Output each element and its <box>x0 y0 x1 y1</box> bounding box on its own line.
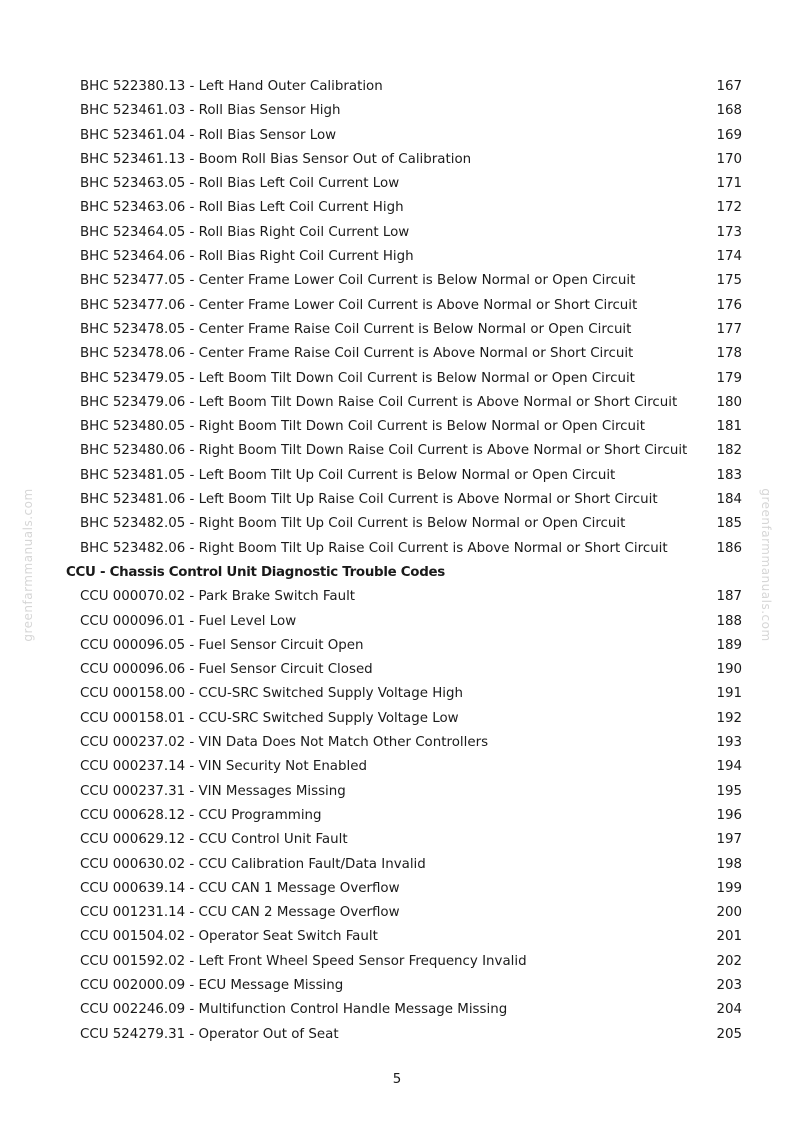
toc-entry[interactable] <box>0 367 794 391</box>
toc-entry[interactable] <box>0 172 794 196</box>
toc-entry-title: CCU 000629.12 - CCU Control Unit Fault <box>80 832 348 848</box>
toc-entry[interactable] <box>0 342 794 366</box>
toc-entry-title: BHC 523480.06 - Right Boom Tilt Down Raise Coil Current is Above Normal or Short Circuit <box>80 443 688 459</box>
toc-entry-page-number: 190 <box>716 662 742 678</box>
toc-entry-page-number: 186 <box>716 540 742 556</box>
toc-entry-page-number: 168 <box>716 103 742 119</box>
toc-entry-title: CCU 524279.31 - Operator Out of Seat <box>80 1026 339 1042</box>
toc-entry-title: CCU 000630.02 - CCU Calibration Fault/Data Invalid <box>80 856 426 872</box>
toc-entry-page-number: 204 <box>716 1002 742 1018</box>
toc-entry-title: BHC 523480.05 - Right Boom Tilt Down Coil Current is Below Normal or Open Circuit <box>80 419 645 435</box>
toc-entry-title: BHC 523479.05 - Left Boom Tilt Down Coil Current is Below Normal or Open Circuit <box>80 370 635 386</box>
toc-entry-title: BHC 523464.05 - Roll Bias Right Coil Current Low <box>80 224 410 240</box>
toc-entry-title: CCU 000096.05 - Fuel Sensor Circuit Open <box>80 637 364 653</box>
toc-entry[interactable] <box>0 99 794 123</box>
toc-entry-page-number: 185 <box>716 516 742 532</box>
toc-entry-title: BHC 523463.05 - Roll Bias Left Coil Current Low <box>80 176 400 192</box>
toc-entry-page-number: 197 <box>716 832 742 848</box>
toc-entry-title: CCU 000237.14 - VIN Security Not Enabled <box>80 759 367 775</box>
toc-entry-page-number: 205 <box>716 1026 742 1042</box>
toc-entry-title: CCU 000237.31 - VIN Messages Missing <box>80 783 346 799</box>
toc-entry-title: BHC 523464.06 - Roll Bias Right Coil Current High <box>80 249 414 265</box>
toc-entry-page-number: 171 <box>716 176 742 192</box>
toc-entry[interactable] <box>0 245 794 269</box>
toc-entry[interactable] <box>0 853 794 877</box>
toc-entry[interactable] <box>0 682 794 706</box>
toc-entry-title: BHC 523481.06 - Left Boom Tilt Up Raise Coil Current is Above Normal or Short Circuit <box>80 492 658 508</box>
toc-entry-page-number: 180 <box>716 394 742 410</box>
toc-entry-page-number: 188 <box>716 613 742 629</box>
toc-entry[interactable] <box>0 658 794 682</box>
watermark-left: greenfarmmanuals.com <box>21 488 35 642</box>
toc-entry-page-number: 193 <box>716 735 742 751</box>
toc-entry-title: CCU 000158.00 - CCU-SRC Switched Supply Voltage High <box>80 686 464 702</box>
toc-entry-title: CCU 000096.06 - Fuel Sensor Circuit Closed <box>80 662 373 678</box>
toc-entry-page-number: 201 <box>716 929 742 945</box>
toc-entry-title: CCU 000628.12 - CCU Programming <box>80 807 322 823</box>
toc-entry[interactable] <box>0 828 794 852</box>
toc-entry-title: CCU 002246.09 - Multifunction Control Handle Message Missing <box>80 1002 508 1018</box>
toc-entry[interactable] <box>0 998 794 1022</box>
toc-entry[interactable] <box>0 877 794 901</box>
section-title: CCU - Chassis Control Unit Diagnostic Trouble Codes <box>66 564 445 580</box>
toc-entry[interactable] <box>0 804 794 828</box>
toc-entry-title: BHC 523477.05 - Center Frame Lower Coil Current is Below Normal or Open Circuit <box>80 273 636 289</box>
toc-entry-page-number: 200 <box>716 905 742 921</box>
toc-entry-page-number: 183 <box>716 467 742 483</box>
toc-entry[interactable] <box>0 269 794 293</box>
toc-entry[interactable] <box>0 610 794 634</box>
toc-entry[interactable] <box>0 755 794 779</box>
toc-entry-page-number: 172 <box>716 200 742 216</box>
toc-entry-title: BHC 523481.05 - Left Boom Tilt Up Coil Current is Below Normal or Open Circuit <box>80 467 616 483</box>
toc-entry-title: BHC 523461.04 - Roll Bias Sensor Low <box>80 127 337 143</box>
toc-entry-title: CCU 002000.09 - ECU Message Missing <box>80 977 344 993</box>
toc-entry-title: CCU 000237.02 - VIN Data Does Not Match Other Controllers <box>80 735 489 751</box>
toc-entry-title: BHC 523461.13 - Boom Roll Bias Sensor Out of Calibration <box>80 151 472 167</box>
toc-entry[interactable] <box>0 148 794 172</box>
toc-entry-title: BHC 523482.06 - Right Boom Tilt Up Raise Coil Current is Above Normal or Short Circuit <box>80 540 668 556</box>
toc-entry[interactable] <box>0 488 794 512</box>
toc-entry-page-number: 192 <box>716 710 742 726</box>
toc-entry-title: CCU 001592.02 - Left Front Wheel Speed Sensor Frequency Invalid <box>80 953 527 969</box>
toc-entry-page-number: 182 <box>716 443 742 459</box>
toc-entry-page-number: 178 <box>716 346 742 362</box>
page-number: 5 <box>392 1072 402 1087</box>
toc-entry-page-number: 173 <box>716 224 742 240</box>
toc-entry-title: BHC 523461.03 - Roll Bias Sensor High <box>80 103 341 119</box>
toc-entry[interactable] <box>0 537 794 561</box>
toc-entry-title: CCU 001504.02 - Operator Seat Switch Fault <box>80 929 378 945</box>
toc-entry[interactable] <box>0 124 794 148</box>
watermark-right: greenfarmmanuals.com <box>759 488 773 642</box>
toc-entry-title: CCU 000158.01 - CCU-SRC Switched Supply Voltage Low <box>80 710 459 726</box>
toc-entry[interactable] <box>0 294 794 318</box>
toc-entry[interactable] <box>0 901 794 925</box>
toc-entry-title: BHC 523482.05 - Right Boom Tilt Up Coil Current is Below Normal or Open Circuit <box>80 516 626 532</box>
toc-entry[interactable] <box>0 415 794 439</box>
toc-entry-title: CCU 001231.14 - CCU CAN 2 Message Overflow <box>80 905 400 921</box>
toc-entry[interactable] <box>0 439 794 463</box>
toc-entry[interactable] <box>0 196 794 220</box>
toc-entry-title: CCU 000070.02 - Park Brake Switch Fault <box>80 589 356 605</box>
toc-entry-title: BHC 522380.13 - Left Hand Outer Calibration <box>80 79 383 94</box>
toc-entry[interactable] <box>0 75 794 99</box>
toc-entry-title: BHC 523477.06 - Center Frame Lower Coil Current is Above Normal or Short Circuit <box>80 297 638 313</box>
toc-entry-title: BHC 523478.06 - Center Frame Raise Coil Current is Above Normal or Short Circuit <box>80 346 634 362</box>
toc-entry-page-number: 199 <box>716 880 742 896</box>
toc-entry-title: CCU 000639.14 - CCU CAN 1 Message Overflow <box>80 880 400 896</box>
toc-entry-title: BHC 523479.06 - Left Boom Tilt Down Raise Coil Current is Above Normal or Short Circuit <box>80 394 678 410</box>
toc-entry-title: BHC 523478.05 - Center Frame Raise Coil Current is Below Normal or Open Circuit <box>80 321 632 337</box>
toc-entry-page-number: 202 <box>716 953 742 969</box>
toc-entry-page-number: 196 <box>716 807 742 823</box>
toc-entry[interactable] <box>0 707 794 731</box>
toc-entry[interactable] <box>0 391 794 415</box>
toc-entry-title: CCU 000096.01 - Fuel Level Low <box>80 613 297 629</box>
toc-section-heading <box>0 561 794 585</box>
toc-entry-page-number: 191 <box>716 686 742 702</box>
toc-entry[interactable] <box>0 634 794 658</box>
toc-entry-page-number: 175 <box>716 273 742 289</box>
toc-entry-page-number: 194 <box>716 759 742 775</box>
table-of-contents <box>0 75 794 1047</box>
toc-entry[interactable] <box>0 464 794 488</box>
toc-entry-page-number: 174 <box>716 249 742 265</box>
toc-entry[interactable] <box>0 974 794 998</box>
toc-entry-page-number: 177 <box>716 321 742 337</box>
toc-entry-page-number: 187 <box>716 589 742 605</box>
toc-entry[interactable] <box>0 731 794 755</box>
toc-entry-page-number: 170 <box>716 151 742 167</box>
toc-entry[interactable] <box>0 780 794 804</box>
toc-entry[interactable] <box>0 512 794 536</box>
toc-entry[interactable] <box>0 318 794 342</box>
toc-entry-page-number: 184 <box>716 492 742 508</box>
toc-entry-page-number: 169 <box>716 127 742 143</box>
toc-entry-page-number: 167 <box>716 79 742 94</box>
toc-entry[interactable] <box>0 950 794 974</box>
toc-entry-page-number: 195 <box>716 783 742 799</box>
toc-entry[interactable] <box>0 1023 794 1047</box>
toc-entry[interactable] <box>0 585 794 609</box>
toc-entry-page-number: 203 <box>716 977 742 993</box>
toc-entry-page-number: 179 <box>716 370 742 386</box>
toc-entry[interactable] <box>0 925 794 949</box>
toc-entry-page-number: 189 <box>716 637 742 653</box>
toc-entry-page-number: 176 <box>716 297 742 313</box>
toc-entry-page-number: 181 <box>716 419 742 435</box>
toc-entry[interactable] <box>0 221 794 245</box>
toc-entry-page-number: 198 <box>716 856 742 872</box>
toc-entry-title: BHC 523463.06 - Roll Bias Left Coil Current High <box>80 200 404 216</box>
